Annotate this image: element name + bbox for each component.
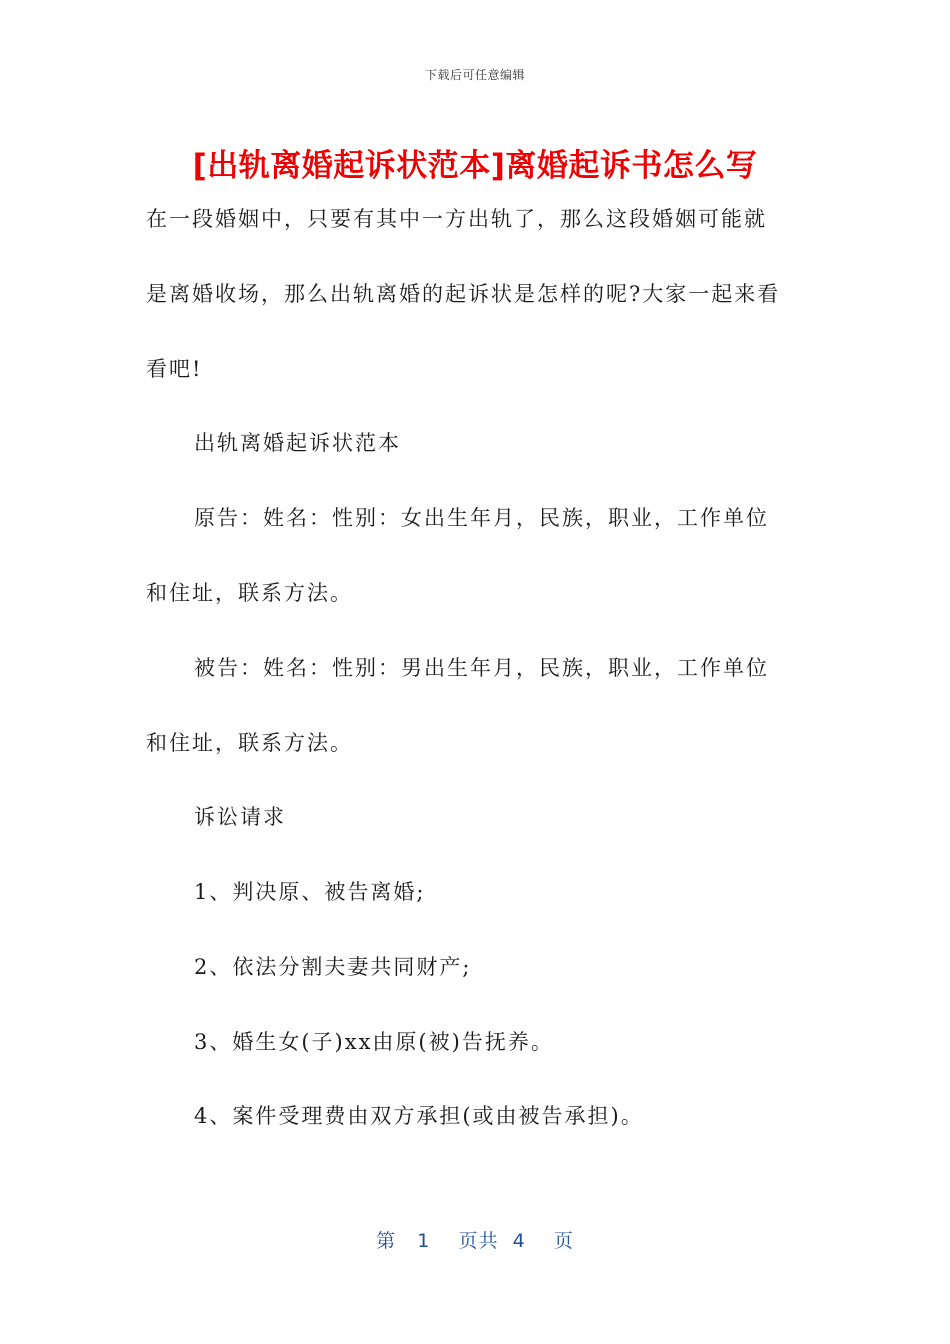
defendant-line: 被告：姓名：性别：男出生年月，民族，职业，工作单位 [194, 656, 769, 680]
claim-item-4: 4、案件受理费由双方承担(或由被告承担)。 [194, 1104, 644, 1128]
plaintiff-line-cont: 和住址，联系方法。 [146, 581, 353, 605]
claims-heading: 诉讼请求 [194, 805, 286, 829]
claim-item-2: 2、依法分割夫妻共同财产; [194, 955, 472, 979]
claim-item-1: 1、判决原、被告离婚; [194, 880, 426, 904]
body-line-1: 在一段婚姻中，只要有其中一方出轨了，那么这段婚姻可能就 [146, 207, 767, 231]
plaintiff-line: 原告：姓名：性别：女出生年月，民族，职业，工作单位 [194, 506, 769, 530]
claim-item-3: 3、婚生女(子)xx由原(被)告抚养。 [194, 1030, 554, 1054]
header-note: 下载后可任意编辑 [424, 68, 525, 82]
page-number: 第 1 页共 4 页 [376, 1230, 574, 1252]
defendant-line-cont: 和住址，联系方法。 [146, 731, 353, 755]
document-title: [出轨离婚起诉状范本]离婚起诉书怎么写 [192, 148, 758, 184]
body-line-3: 看吧! [146, 357, 203, 381]
body-line-2: 是离婚收场，那么出轨离婚的起诉状是怎样的呢?大家一起来看 [146, 282, 781, 306]
section-heading: 出轨离婚起诉状范本 [194, 431, 401, 455]
